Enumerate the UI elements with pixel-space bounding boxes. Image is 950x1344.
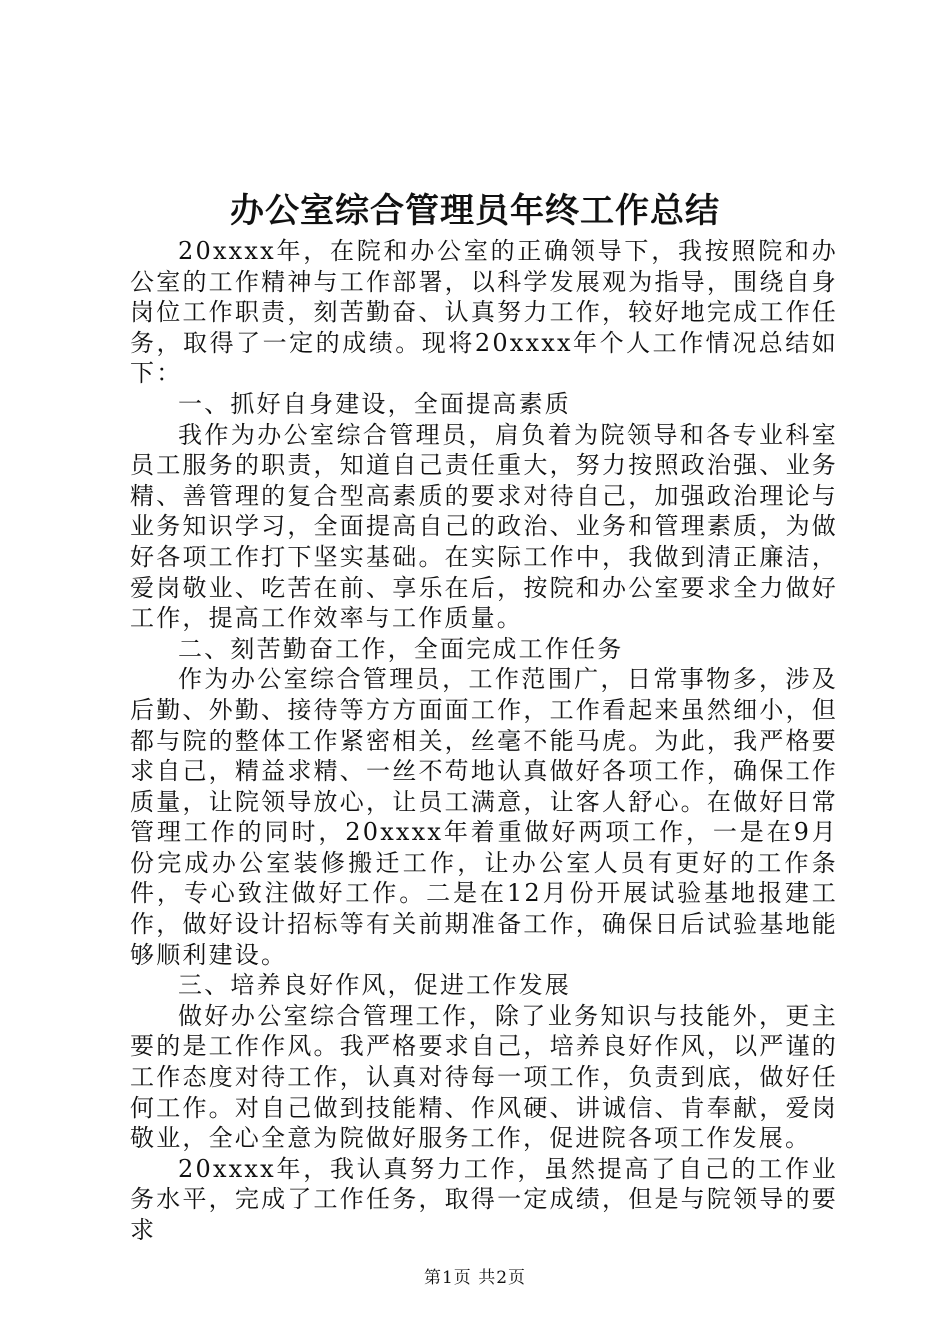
document-body <box>130 236 838 1246</box>
section-heading-3: 三、培养良好作风，促进工作发展 <box>178 971 571 1000</box>
section-heading-2: 二、刻苦勤奋工作，全面完成工作任务 <box>178 634 624 663</box>
paragraph-conclusion: 20xxxx年，我认真努力工作，虽然提高了自己的工作业务水平，完成了工作任务，取得一定成绩，但是与院领导的要求 <box>130 1154 838 1244</box>
paragraph-section-1: 我作为办公室综合管理员，肩负着为院领导和各专业科室员工服务的职责，知道自己责任重大，努力按照政治强、业务精、善管理的复合型高素质的要求对待自己，加强政治理论与业务知识学习，全面提高自己的政治、业务和管理素质，为做好各项工作打下坚实基础。在实际工作中，我做到清正廉洁，爱岗敬业、吃苦在前、享乐在后，按院和办公室要求全力做好工作，提高工作效率与工作质量。 <box>130 420 838 633</box>
paragraph-intro: 20xxxx年，在院和办公室的正确领导下，我按照院和办公室的工作精神与工作部署，以科学发展观为指导，围绕自身岗位工作职责，刻苦勤奋、认真努力工作，较好地完成工作任务，取得了一定的成绩。现将20xxxx年个人工作情况总结如下： <box>130 237 838 388</box>
section-heading-1: 一、抓好自身建设，全面提高素质 <box>178 389 571 418</box>
page-footer: 第1页 共2页 <box>423 1268 527 1288</box>
paragraph-section-2: 作为办公室综合管理员，工作范围广，日常事物多，涉及后勤、外勤、接待等方方面面工作，工作看起来虽然细小，但都与院的整体工作紧密相关，丝毫不能马虎。为此，我严格要求自己，精益求精、一丝不苟地认真做好各项工作，确保工作质量，让院领导放心，让员工满意，让客人舒心。在做好日常管理工作的同时，20xxxx年着重做好两项工作，一是在9月份完成办公室装修搬迁工作，让办公室人员有更好的工作条件，专心致注做好工作。二是在12月份开展试验基地报建工作，做好设计招标等有关前期准备工作，确保日后试验基地能够顺利建设。 <box>130 665 838 969</box>
paragraph-section-3: 做好办公室综合管理工作，除了业务知识与技能外，更主要的是工作作风。我严格要求自己，培养良好作风，以严谨的工作态度对待工作，认真对待每一项工作，负责到底，做好任何工作。对自己做到技能精、作风硬、讲诚信、肯奉献，爱岗敬业，全心全意为院做好服务工作，促进院各项工作发展。 <box>130 1001 838 1153</box>
document-title: 办公室综合管理员年终工作总结 <box>230 191 720 231</box>
